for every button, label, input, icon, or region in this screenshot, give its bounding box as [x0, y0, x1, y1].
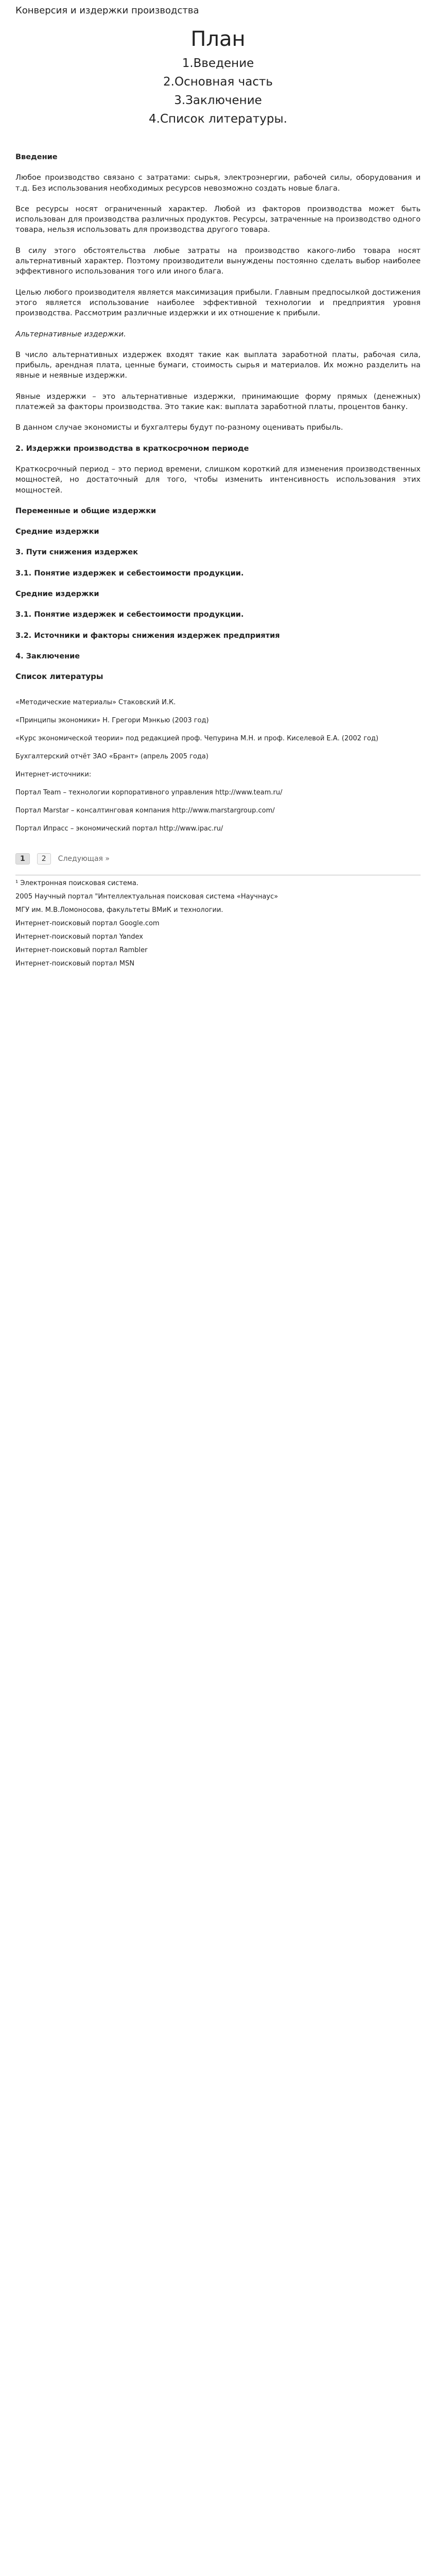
plan-item: 1.Введение: [182, 57, 254, 70]
paragraph: В число альтернативных издержек входят такие как выплата заработной платы, рабочая сила, прибыль, арендная плата, ценные бумаги, стоимость сырья и материалов. Их можно разделить на явные и неявные издержки.: [15, 350, 421, 380]
footnote: Интернет-поисковый портал Google.com: [15, 920, 160, 928]
plan-title: План: [190, 27, 246, 51]
paragraph: В силу этого обстоятельства любые затраты на производство какого-либо товара носят альтернативный характер. Поэтому производители вынуждены постоянно сделать выбор наиболее эффективного использования того или иного блага.: [15, 246, 421, 276]
paragraph: Явные издержки – это альтернативные издержки, принимающие форму прямых (денежных) платежей за факторы производства. Это такие как: выплата заработной платы, процентов банку.: [15, 392, 421, 412]
subsection-heading: 3.1. Понятие издержек и себестоимости продукции.: [15, 569, 244, 578]
source-item: Портал Ипрасс – экономический портал http://www.ipac.ru/: [15, 825, 223, 833]
page-link[interactable]: 1: [15, 853, 30, 865]
next-page-link[interactable]: Следующая »: [58, 855, 110, 863]
footnote: ¹ Электронная поисковая система.: [15, 879, 138, 888]
sources-section: [15, 672, 421, 838]
subsection-heading: 3.2. Источники и факторы снижения издержек предприятия: [15, 631, 280, 640]
paragraph: Любое производство связано с затратами: сырья, электроэнергии, рабочей силы, оборудования и т.д. Без использования необходимых ресурсов невозможно создать новые блага.: [15, 174, 421, 193]
pagination: [15, 853, 421, 865]
section-heading: 4. Заключение: [15, 652, 80, 660]
source-item: «Курс экономической теории» под редакцией проф. Чепурина М.Н. и проф. Киселевой Е.А. (2002 год): [15, 735, 379, 743]
plan-block: [15, 27, 421, 128]
sources-list: [15, 693, 421, 838]
paragraph: Краткосрочный период – это период времени, слишком короткий для изменения производственных мощностей, но достаточный для того, чтобы изменить интенсивность использования этих мощностей.: [15, 465, 421, 495]
article-body: [15, 152, 421, 662]
source-item: Бухгалтерский отчёт ЗАО «Брант» (апрель 2005 года): [15, 753, 208, 761]
footnote: Интернет-поисковый портал Rambler: [15, 946, 148, 955]
plan-item: 2.Основная часть: [163, 75, 273, 89]
footnotes: [15, 875, 421, 969]
subsection-heading: Переменные и общие издержки: [15, 506, 156, 515]
source-item: «Методические материалы» Стаковский И.К.: [15, 699, 176, 707]
document-title: Конверсия и издержки производства: [15, 5, 199, 16]
subsection-heading: Средние издержки: [15, 528, 99, 536]
paragraph: В данном случае экономисты и бухгалтеры будут по-разному оценивать прибыль.: [15, 423, 343, 432]
footnote: Интернет-поисковый портал MSN: [15, 960, 135, 968]
source-item: Портал Marstar – консалтинговая компания http://www.marstargroup.com/: [15, 807, 275, 815]
source-item: Интернет-источники:: [15, 771, 92, 779]
paragraph: Целью любого производителя является максимизация прибыли. Главным предпосылкой достижения этого является использование наиболее эффективной технологии и предприятия уровня производства. Рассмотрим различные издержки и их отношение к прибыли.: [15, 288, 421, 318]
plan-item: 3.Заключение: [174, 94, 262, 107]
section-heading: 2. Издержки производства в краткосрочном периоде: [15, 444, 249, 453]
paragraph: Альтернативные издержки.: [15, 330, 126, 338]
footnote: 2005 Научный портал "Интеллектуальная поисковая система «Научнаус»: [15, 893, 278, 901]
footnote: Интернет-поисковый портал Yandex: [15, 933, 143, 941]
sources-title: Список литературы: [15, 672, 103, 682]
section-heading: Введение: [15, 153, 58, 161]
document-page: [0, 0, 436, 969]
page-link[interactable]: 2: [37, 853, 51, 865]
paragraph: Все ресурсы носят ограниченный характер. Любой из факторов производства может быть использован для производства различных продуктов. Ресурсы, затраченные на производство одного товара, нельзя использовать для производства другого товара.: [15, 205, 421, 234]
subsection-heading: Средние издержки: [15, 590, 99, 599]
section-heading: 3. Пути снижения издержек: [15, 548, 138, 557]
source-item: «Принципы экономики» Н. Грегори Мэнкью (2003 год): [15, 717, 209, 725]
source-item: Портал Team – технологии корпоративного управления http://www.team.ru/: [15, 789, 283, 797]
plan-item: 4.Список литературы.: [149, 112, 287, 126]
subsection-heading: 3.1. Понятие издержек и себестоимости продукции.: [15, 611, 244, 619]
footnote: МГУ им. М.В.Ломоносова, факультеты ВМиК и технологии.: [15, 906, 223, 914]
